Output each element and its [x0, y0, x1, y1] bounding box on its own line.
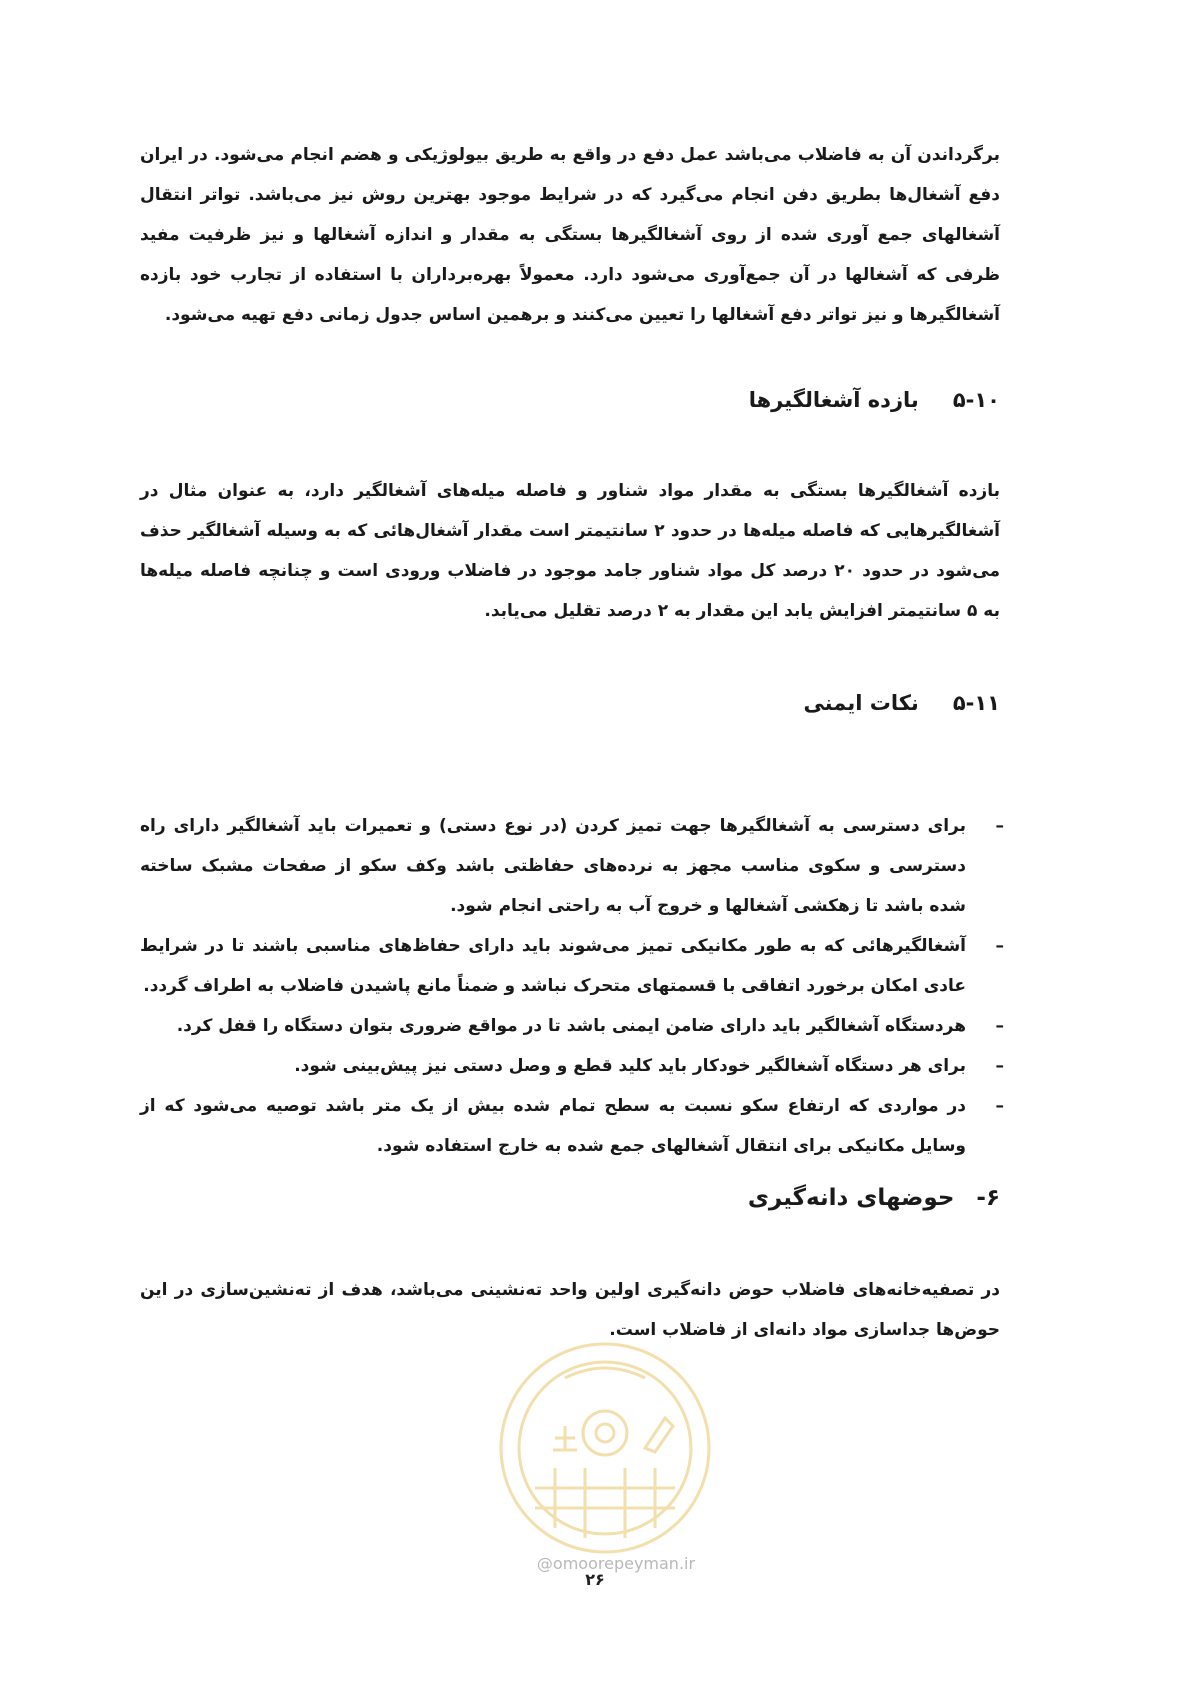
section-title: بازده آشغالگیرها: [748, 388, 919, 412]
list-item: [140, 1006, 1010, 1046]
bullet-marker: –: [995, 816, 1004, 836]
list-item: [140, 806, 1010, 926]
list-item-text: برای هر دستگاه آشغالگیر خودکار باید کلید قطع و وصل دستی نیز پیش‌بینی شود.: [294, 1056, 966, 1076]
bullet-marker: –: [995, 1016, 1004, 1036]
section-title: نکات ایمنی: [803, 691, 919, 715]
list-item: [140, 1046, 1010, 1086]
list-item-text: برای دسترسی به آشغالگیرها جهت تمیز کردن (در نوع دستی) و تعمیرات باید آشغالگیر دارای راه دسترسی و سکوی مناسب مجهز به نرده‌های حفاظتی باشد وکف سکو از صفحات مشبک ساخته شده باشد تا زهکشی آشغالها و خروج آب به راحتی انجام شود.: [140, 816, 966, 916]
section-heading-safety: [300, 691, 1000, 715]
paragraph-intro: برگرداندن آن به فاضلاب می‌باشد عمل دفع در واقع به طریق بیولوژیکی و هضم انجام می‌شود. در ایران دفع آشغال‌ها بطریق دفن انجام می‌گیرد که در شرایط موجود بهترین روش نیز می‌باشد. تواتر انتقال آشغالهای جمع آوری شده از روی آشغالگیرها بستگی به مقدار و اندازه آشغالها و نیز ظرفیت مفید ظرفی که آشغالها در آن جمع‌آوری می‌شود دارد. معمولاً بهره‌برداران با استفاده از تجارب خود بازده آشغالگیرها و نیز تواتر دفع آشغالها را تعیین می‌کنند و برهمین اساس جدول زمانی دفع تهیه می‌شود.: [140, 145, 1000, 325]
section-number: ۵-۱۰: [952, 388, 1000, 412]
list-item-text: هردستگاه آشغالگیر باید دارای ضامن ایمنی باشد تا در مواقع ضروری بتوان دستگاه را قفل کرد.: [176, 1016, 966, 1036]
paragraph-screen-efficiency: بازده آشغالگیرها بستگی به مقدار مواد شناور و فاصله میله‌های آشغالگیر دارد، به عنوان مثال در آشغالگیرهایی که فاصله میله‌ها در حدود ۲ سانتیمتر است مقدار آشغال‌هائی که به وسیله آشغالگیر حذف می‌شود در حدود ۲۰ درصد کل مواد شناور جامد موجود در فاضلاب ورودی است و چنانچه فاصله میله‌ها به ۵ سانتیمتر افزایش یابد این مقدار به ۲ درصد تقلیل می‌یابد.: [140, 481, 1000, 621]
section-number: ۶-: [976, 1185, 1000, 1211]
seal-logo-icon: [495, 1338, 715, 1558]
section-title: حوضهای دانه‌گیری: [747, 1185, 955, 1211]
list-item-text: آشغالگیرهائی که به طور مکانیکی تمیز می‌شوند باید دارای حفاظ‌های مناسبی باشند تا در شرایط عادی امکان برخورد اتفاقی با قسمتهای متحرک نباشد و ضمناً مانع پاشیدن فاضلاب به اطراف گردد.: [140, 936, 966, 996]
bullet-marker: –: [995, 1056, 1004, 1076]
list-item: [140, 926, 1010, 1006]
paragraph-grit-chambers: در تصفیه‌خانه‌های فاضلاب حوض دانه‌گیری اولین واحد ته‌نشینی می‌باشد، هدف از ته‌نشین‌سازی در این حوض‌ها جداسازی مواد دانه‌ای از فاضلاب است.: [140, 1280, 1000, 1340]
page-number: ۲۶: [585, 1570, 605, 1589]
section-heading-grit-chambers: [300, 1185, 1000, 1211]
bullet-marker: –: [995, 936, 1004, 956]
section-number: ۵-۱۱: [952, 691, 1000, 715]
section-heading-screen-efficiency: [300, 388, 1000, 412]
list-item: [140, 1086, 1010, 1166]
safety-bullet-list: [140, 806, 1010, 1166]
list-item-text: در مواردی که ارتفاع سکو نسبت به سطح تمام شده بیش از یک متر باشد توصیه می‌شود که از وسایل مکانیکی برای انتقال آشغالهای جمع شده به خارج استفاده شود.: [140, 1096, 966, 1156]
bullet-marker: –: [995, 1096, 1004, 1116]
watermark-url: @omoorepeyman.ir: [536, 1554, 696, 1573]
